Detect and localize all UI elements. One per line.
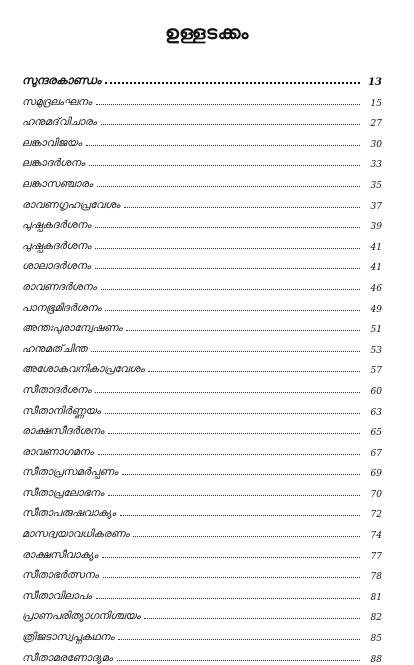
dot-leader — [91, 350, 360, 352]
toc-entry-page: 27 — [370, 119, 382, 130]
toc-entry — [22, 88, 382, 109]
dot-leader — [95, 391, 360, 393]
dot-leader — [122, 473, 360, 475]
toc-entry-label: സീതാവിലാപം — [22, 589, 92, 602]
toc-main-entry — [22, 66, 382, 88]
toc-entry-page: 57 — [370, 366, 382, 377]
toc-entry — [22, 582, 382, 603]
toc-entry — [22, 356, 382, 377]
table-of-contents — [22, 66, 382, 665]
toc-entry-label: അശോകവനികാപ്രവേശം — [22, 363, 145, 376]
toc-entry-label: ശാലാദർശനം — [22, 260, 91, 273]
dot-leader — [95, 247, 360, 249]
toc-entry-label: സീതാദർശനം — [22, 383, 92, 396]
toc-entry — [22, 109, 382, 130]
toc-entry — [22, 520, 382, 541]
toc-entry-label: ത്രിജടാസ്വപ്നകഥനം — [22, 631, 115, 644]
toc-entry-page: 15 — [370, 98, 382, 109]
toc-entry-label: സീതാഭർത്സനം — [22, 569, 99, 582]
toc-entry-page: 88 — [370, 654, 382, 665]
toc-entry — [22, 644, 382, 665]
dot-leader — [133, 535, 360, 537]
dot-leader — [97, 185, 360, 187]
toc-entry — [22, 603, 382, 624]
toc-entry-label: രാവണദർശനം — [22, 280, 97, 293]
toc-entry — [22, 479, 382, 500]
toc-entry-label: സമുദ്രലംഘനം — [22, 95, 92, 108]
dot-leader — [98, 453, 360, 455]
toc-entry-page: 35 — [370, 180, 382, 191]
toc-main-label: സുന്ദരകാണ്ഡം — [22, 73, 102, 87]
dot-leader — [103, 576, 360, 578]
toc-entry-page: 67 — [370, 448, 382, 459]
dot-leader — [120, 514, 360, 516]
toc-entry — [22, 397, 382, 418]
toc-entry — [22, 232, 382, 253]
toc-entry-page: 70 — [370, 489, 382, 500]
toc-entry-page: 60 — [370, 386, 382, 397]
toc-entry-label: സീതാമരണോദ്യമം — [22, 651, 113, 664]
dot-leader — [86, 144, 360, 146]
dot-leader — [96, 103, 360, 105]
toc-entry-page: 78 — [370, 572, 382, 583]
toc-entry-page: 30 — [370, 139, 382, 150]
toc-entry — [22, 253, 382, 274]
toc-entry — [22, 315, 382, 336]
toc-entry-page: 41 — [370, 242, 382, 253]
toc-entry-label: രാവണാഗമനം — [22, 445, 94, 458]
dot-leader — [102, 556, 360, 558]
toc-entry-label: പാനഭൂമിദർശനം — [22, 301, 102, 314]
toc-entry-page: 49 — [370, 304, 382, 315]
toc-entry — [22, 170, 382, 191]
toc-entry — [22, 273, 382, 294]
toc-entry — [22, 129, 382, 150]
toc-entry-page: 39 — [370, 222, 382, 233]
toc-entry-page: 33 — [370, 160, 382, 171]
toc-entry — [22, 459, 382, 480]
toc-entry-page: 41 — [370, 263, 382, 274]
toc-entry — [22, 335, 382, 356]
toc-entry-label: രാക്ഷസീദർശനം — [22, 425, 105, 438]
toc-main-page: 13 — [368, 77, 382, 88]
toc-entry-page: 63 — [370, 407, 382, 418]
dot-leader — [96, 597, 360, 599]
toc-entry-label: പുഷ്പകദർശനം — [22, 239, 92, 252]
toc-entry-label: രാവണഗൃഹപ്രവേശം — [22, 198, 121, 211]
dot-leader — [95, 226, 360, 228]
toc-entry-page: 51 — [370, 325, 382, 336]
toc-entry — [22, 562, 382, 583]
toc-entry-label: ഹനുമത്‌ചിന്ത — [22, 342, 88, 355]
toc-entry-label: സീതാനിർണ്ണയം — [22, 404, 101, 417]
toc-entry-page: 77 — [370, 551, 382, 562]
toc-entry — [22, 191, 382, 212]
toc-entry-page: 46 — [370, 283, 382, 294]
toc-entry-label: ലങ്കാസഞ്ചാരം — [22, 177, 93, 190]
toc-entry — [22, 438, 382, 459]
toc-entry-label: സീതാപരുഷവാക്യം — [22, 507, 116, 520]
toc-entry-label: ഹനുമദ്‌വിചാരം — [22, 116, 97, 129]
toc-entry-label: പുഷ്പകദർശനം — [22, 219, 92, 232]
dot-leader — [124, 206, 360, 208]
dot-leader — [126, 329, 360, 331]
dot-leader — [95, 267, 360, 269]
dot-leader — [101, 123, 360, 125]
toc-entry-page: 69 — [370, 469, 382, 480]
dot-leader — [117, 659, 360, 661]
toc-entry-label: രാക്ഷസീവാക്യം — [22, 548, 98, 561]
toc-entry — [22, 376, 382, 397]
dot-leader — [89, 164, 360, 166]
dot-leader — [105, 309, 360, 311]
toc-entry — [22, 500, 382, 521]
toc-entry-label: പ്രാണപരിത്യാഗനിശ്ചയം — [22, 610, 141, 623]
toc-entry-page: 82 — [370, 613, 382, 624]
dot-leader — [101, 288, 360, 290]
toc-entry-page: 37 — [370, 201, 382, 212]
toc-entry-label: സീതാപ്രലോഭനം — [22, 486, 105, 499]
dot-leader — [108, 494, 360, 496]
dot-leader — [148, 370, 360, 372]
toc-entry — [22, 294, 382, 315]
toc-entry-label: അന്തഃപുരാന്വേഷണം — [22, 322, 123, 335]
dot-leader — [108, 432, 360, 434]
toc-entry-page: 72 — [370, 510, 382, 521]
toc-entry — [22, 418, 382, 439]
toc-entry-label: മാസദ്വയാവധികരണം — [22, 528, 130, 541]
dot-leader — [105, 412, 360, 414]
toc-entry-label: ലങ്കാവിജയം — [22, 136, 82, 149]
toc-entry-page: 65 — [370, 428, 382, 439]
page-title: ഉള്ളടക്കം — [165, 22, 249, 44]
toc-entry-label: ലങ്കാദർശനം — [22, 157, 85, 170]
toc-entry — [22, 212, 382, 233]
toc-entry — [22, 623, 382, 644]
dot-leader — [118, 638, 360, 640]
toc-entry — [22, 541, 382, 562]
dot-leader — [105, 81, 360, 84]
toc-entry-page: 81 — [370, 592, 382, 603]
toc-entry — [22, 150, 382, 171]
toc-entry-page: 85 — [370, 634, 382, 645]
toc-entry-page: 53 — [370, 345, 382, 356]
dot-leader — [144, 617, 360, 619]
toc-entry-page: 74 — [370, 531, 382, 542]
toc-entry-label: സീതാപ്രസമർപ്പണം — [22, 466, 118, 479]
